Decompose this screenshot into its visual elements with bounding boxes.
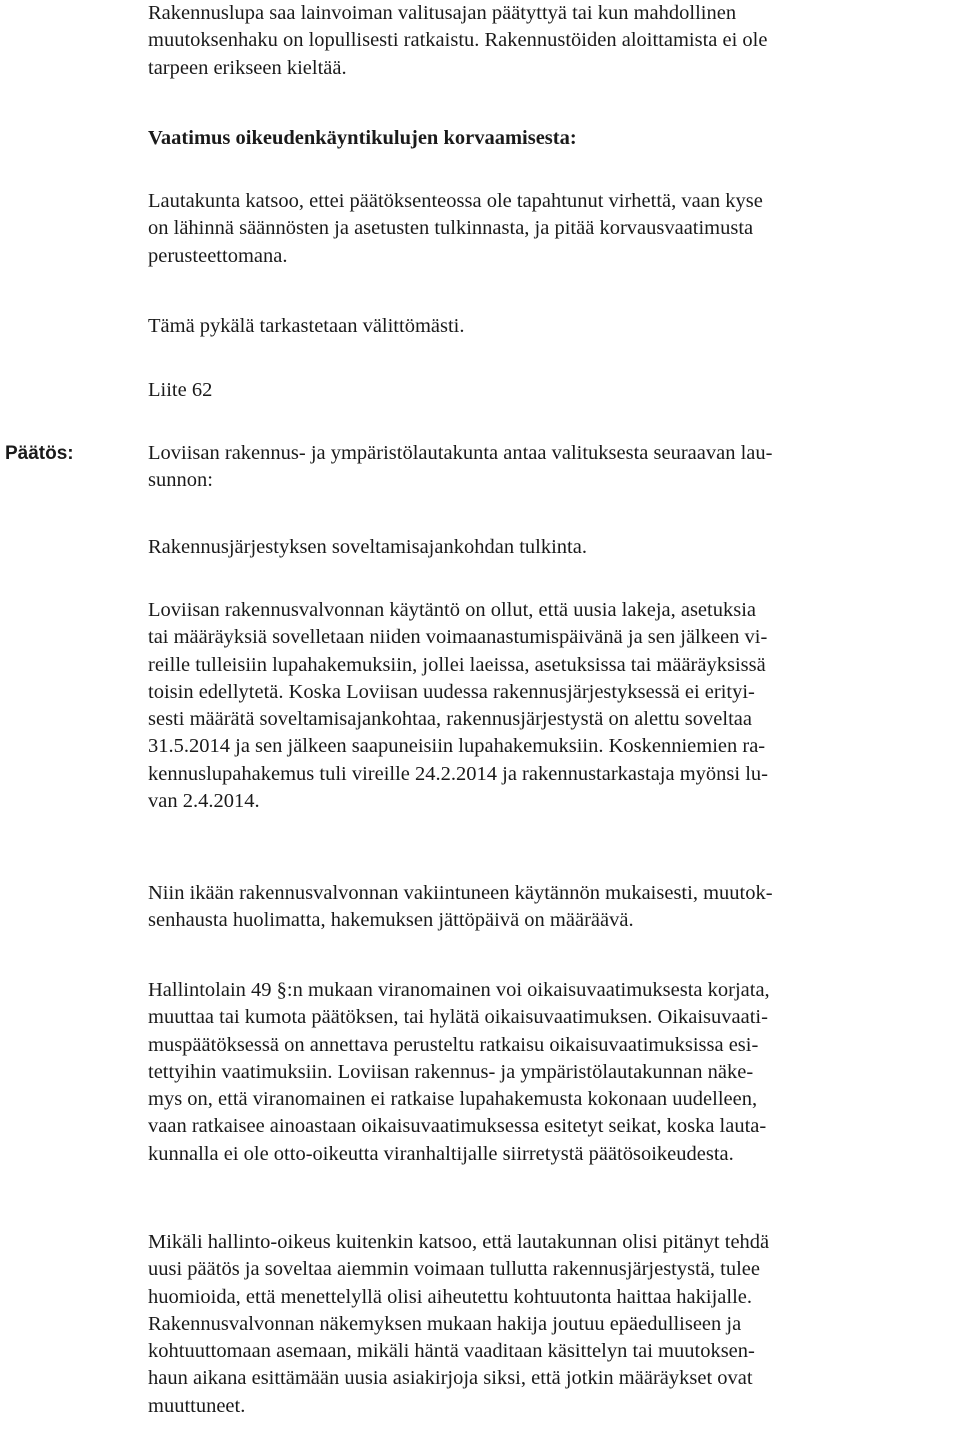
text-line: toisin edellytetä. Koska Loviisan uudessa rakennusjärjestyksessä ei erityi- [148,680,755,703]
text-line: vaan ratkaisee ainoastaan oikaisuvaatimuksessa esitetyt seikat, koska lauta- [148,1115,767,1138]
check-note: Tämä pykälä tarkastetaan välittömästi. [148,315,465,337]
text-line: Loviisan rakennusvalvonnan käytäntö on ollut, että uusia lakeja, asetuksia [148,599,757,621]
topic-heading: Rakennusjärjestyksen soveltamisajankohdan tulkinta. [148,536,587,558]
paragraph-practice [148,597,960,815]
text-line: kunnalla ei ole otto-oikeutta viranhaltijalle siirretystä päätösoikeudesta. [148,1142,734,1165]
text-line: tai määräyksiä sovelletaan niiden voimaanastumispäivänä ja sen jälkeen vi- [148,626,768,649]
text-line: 31.5.2014 ja sen jälkeen saapuneisiin lupahakemuksiin. Koskenniemien ra- [148,735,766,758]
paragraph-administrative-law [148,977,960,1168]
text-line: tettyihin vaatimuksiin. Loviisan rakennus- ja ympäristölautakunnan näke- [148,1060,754,1083]
text-line: huomioida, että menettelyllä olisi aiheutettu kohtuutonta haittaa hakijalle. [148,1285,753,1308]
attachment-reference: Liite 62 [148,379,213,401]
decision-label: Päätös: [5,443,74,464]
text-line: van 2.4.2014. [148,790,260,813]
text-line: muutoksenhaku on lopullisesti ratkaistu. Rakennustöiden aloittamista ei ole [148,29,768,52]
text-line: perusteettomana. [148,244,288,267]
text-line: muuttaa tai kumota päätöksen, tai hylätä oikaisuvaatimuksen. Oikaisuvaati- [148,1006,768,1029]
text-line: Hallintolain 49 §:n mukaan viranomainen voi oikaisuvaatimuksesta korjata, [148,979,770,1001]
text-line: tarpeen erikseen kieltää. [148,56,347,79]
text-line: Lautakunta katsoo, ettei päätöksenteossa ole tapahtunut virhettä, vaan kyse [148,190,763,212]
intro-paragraph [148,0,960,82]
text-line: sesti määrätä soveltamisajankohtaa, rakennusjärjestystä on alettu soveltaa [148,708,752,731]
decision-intro [148,440,960,495]
text-line: mys on, että viranomainen ei ratkaise lupahakemusta kokonaan uudelleen, [148,1088,758,1111]
text-line: Loviisan rakennus- ja ympäristölautakunta antaa valituksesta seuraavan lau- [148,442,773,464]
text-line: Rakennuslupa saa lainvoiman valitusajan päätyttyä tai kun mahdollinen [148,2,737,24]
text-line: Niin ikään rakennusvalvonnan vakiintuneen käytännön mukaisesti, muutok- [148,882,773,904]
paragraph-court-consideration [148,1229,960,1420]
text-line: kennuslupahakemus tuli vireille 24.2.2014 ja rakennustarkastaja myönsi lu- [148,762,768,785]
text-line: haun aikana esittämään uusia asiakirjoja siksi, että jotkin määräykset ovat [148,1367,753,1390]
text-line: on lähinnä säännösten ja asetusten tulkinnasta, ja pitää korvausvaatimusta [148,217,754,240]
text-line: sunnon: [148,469,213,492]
text-line: Rakennusvalvonnan näkemyksen mukaan hakija joutuu epäedulliseen ja [148,1312,742,1335]
text-line: uusi päätös ja soveltaa aiemmin voimaan tullutta rakennusjärjestystä, tulee [148,1258,760,1281]
text-line: muspäätöksessä on annettava perusteltu ratkaisu oikaisuvaatimuksissa esi- [148,1033,759,1056]
text-line: muuttuneet. [148,1394,246,1417]
claim-paragraph [148,188,960,270]
claim-heading: Vaatimus oikeudenkäyntikulujen korvaamisesta: [148,127,577,149]
text-line: kohtuuttomaan asemaan, mikäli häntä vaaditaan käsittelyn tai muutoksen- [148,1340,755,1363]
text-line: Mikäli hallinto-oikeus kuitenkin katsoo, että lautakunnan olisi pitänyt tehdä [148,1231,770,1253]
text-line: senhausta huolimatta, hakemuksen jättöpäivä on määräävä. [148,909,634,932]
text-line: reille tulleisiin lupahakemuksiin, jollei laeissa, asetuksissa tai määräyksissä [148,653,766,676]
paragraph-submission-date [148,880,960,935]
